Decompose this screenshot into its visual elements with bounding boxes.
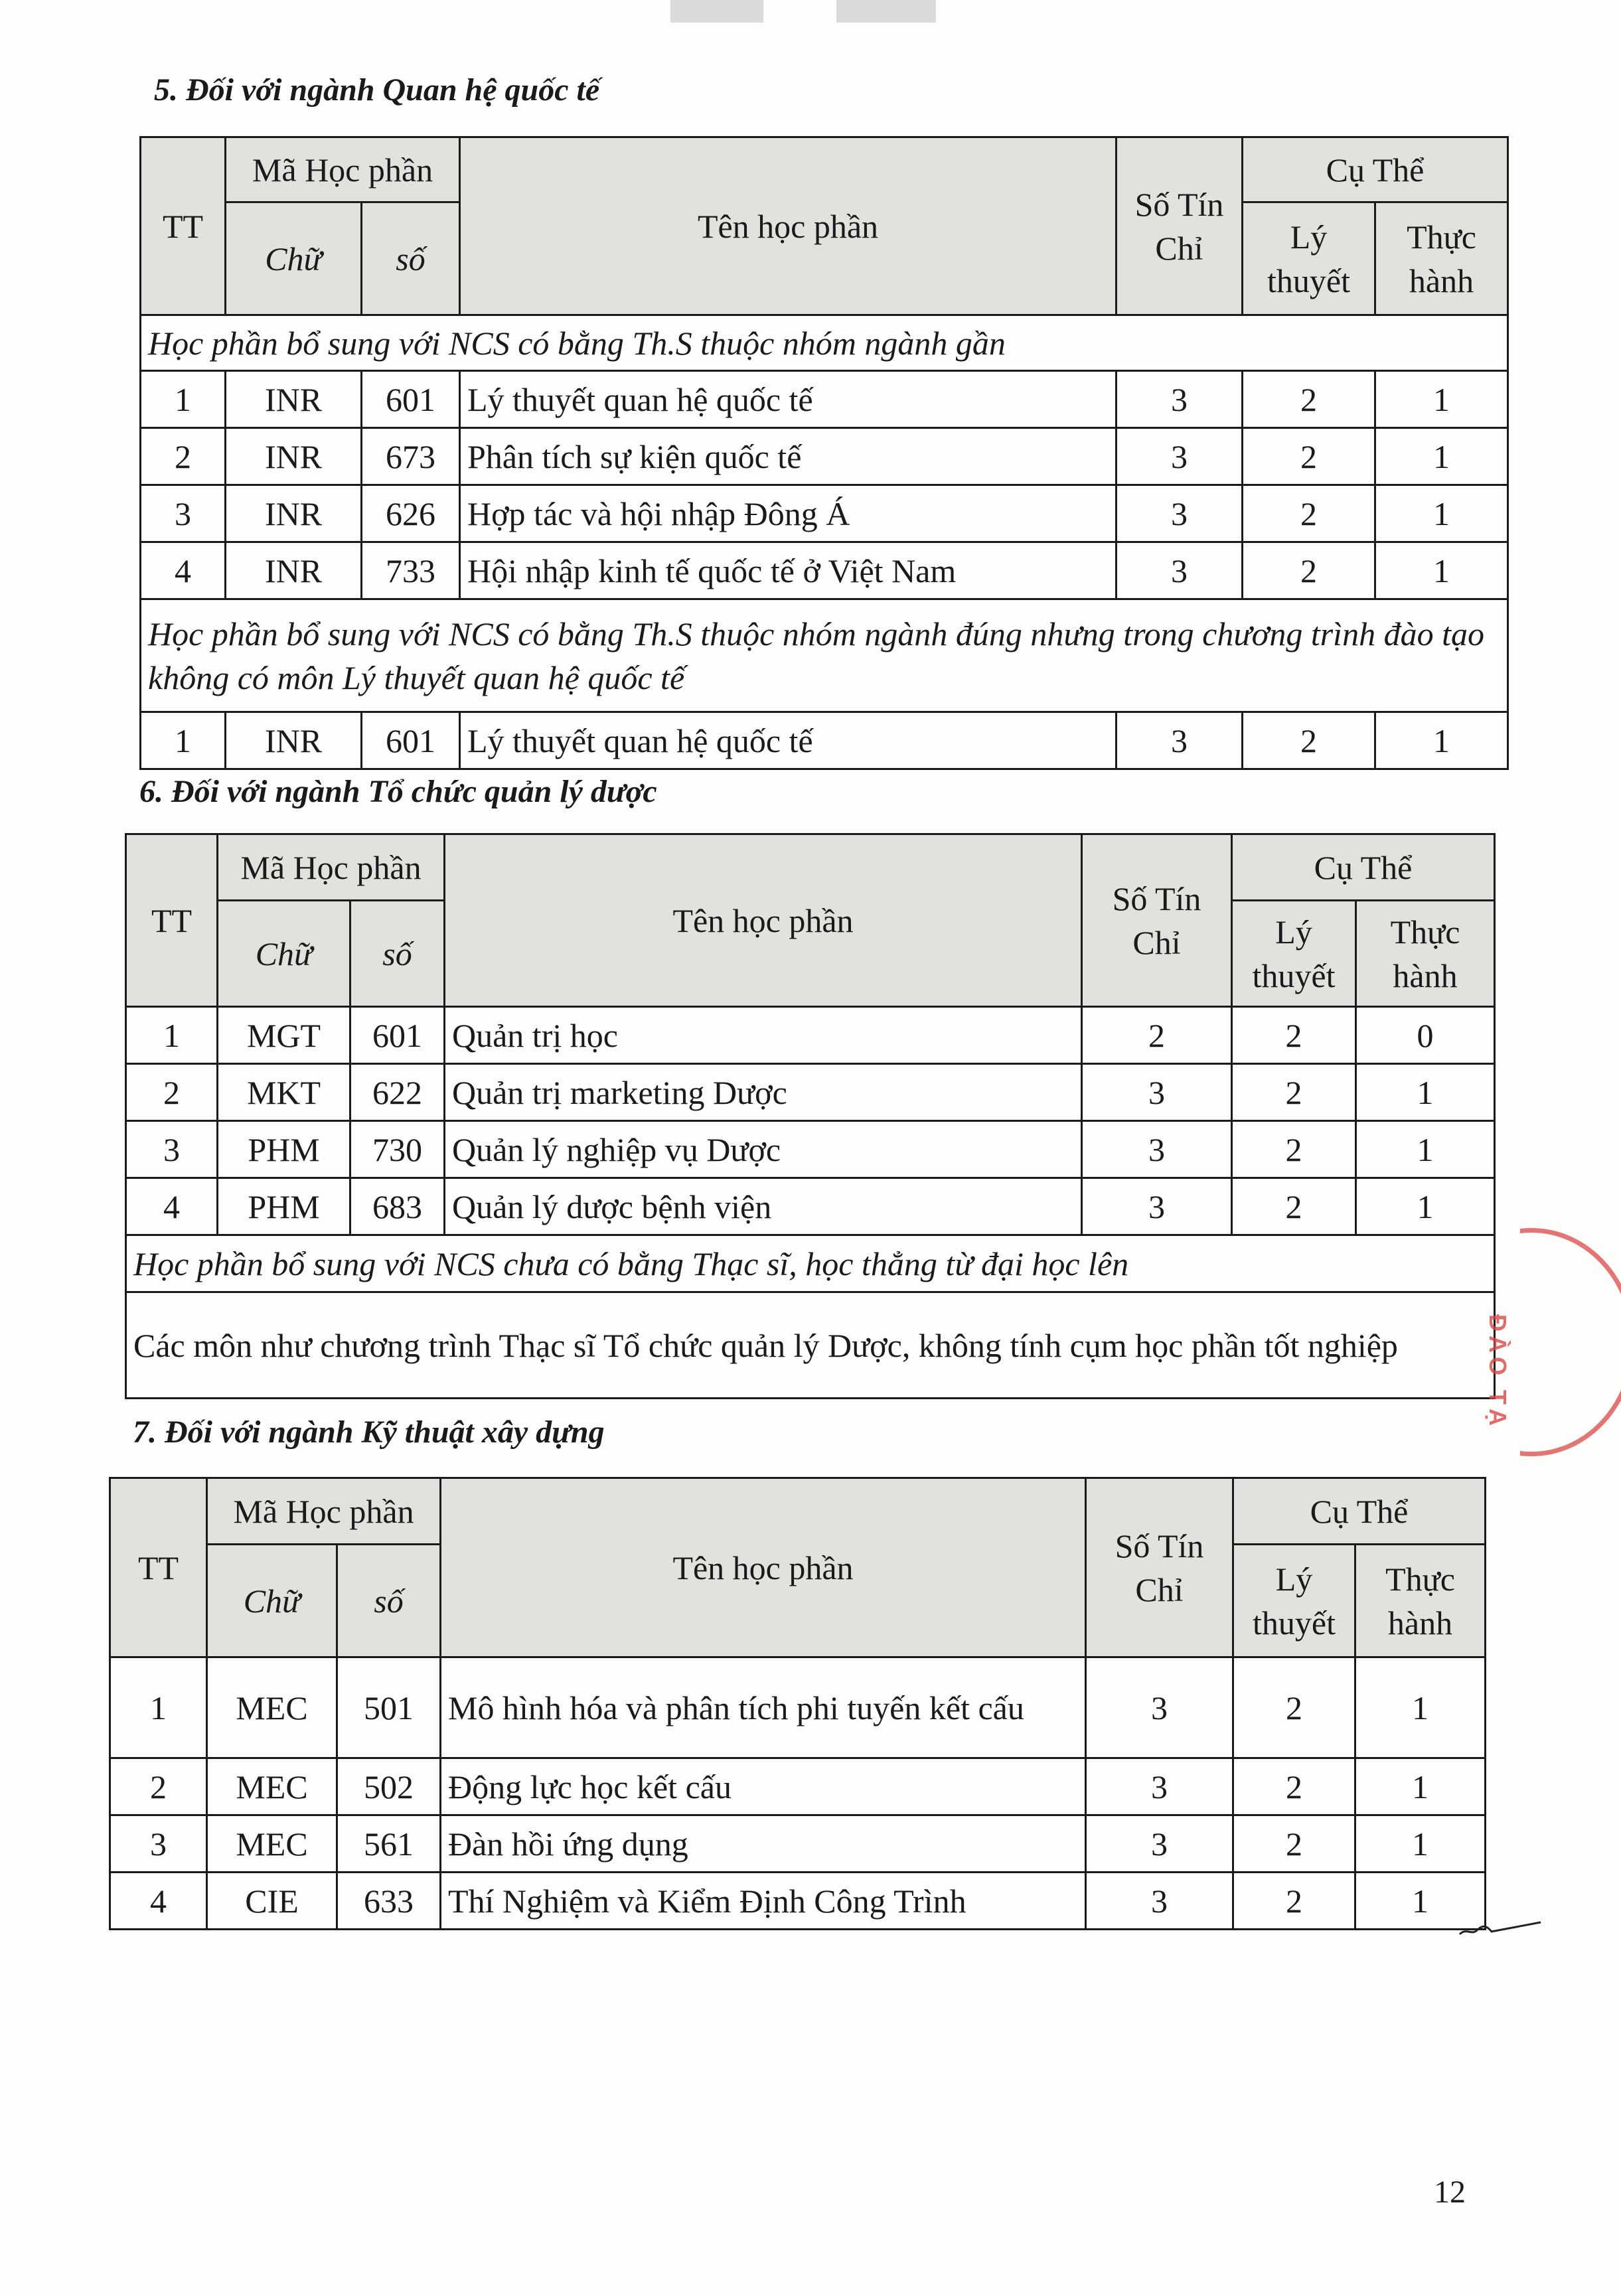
cell-number: 601 [362, 712, 460, 769]
cell-name: Mô hình hóa và phân tích phi tuyến kết cấu [441, 1657, 1086, 1758]
cell-practice: 1 [1355, 1873, 1486, 1930]
cell-tt: 2 [110, 1758, 207, 1815]
cell-theory: 2 [1243, 371, 1375, 428]
cell-credits: 3 [1082, 1178, 1232, 1235]
cell-letters: MGT [218, 1007, 350, 1064]
cell-credits: 3 [1117, 428, 1243, 485]
scan-mark-left [670, 0, 763, 23]
table-row [141, 428, 1508, 485]
header-code-letters: Chữ [207, 1545, 337, 1657]
cell-tt: 2 [126, 1064, 218, 1121]
cell-practice: 1 [1375, 428, 1508, 485]
scan-mark-right [836, 0, 936, 23]
section-7-title: 7. Đối với ngành Kỹ thuật xây dựng [133, 1415, 605, 1450]
header-credits: Số Tín Chỉ [1117, 137, 1243, 315]
cell-theory: 2 [1233, 1873, 1355, 1930]
header-detail: Cụ Thể [1232, 834, 1495, 901]
cell-letters: INR [226, 371, 362, 428]
cell-theory: 2 [1243, 712, 1375, 769]
stamp-text: ĐÀO TẠ [1484, 1314, 1511, 1430]
cell-letters: INR [226, 542, 362, 599]
section-7-table [109, 1477, 1486, 1930]
header-theory: Lý thuyết [1233, 1545, 1355, 1657]
cell-letters: MEC [207, 1657, 337, 1758]
table-row [126, 1121, 1495, 1178]
table-row [141, 371, 1508, 428]
cell-number: 633 [337, 1873, 441, 1930]
header-code-number: số [350, 901, 445, 1007]
cell-name: Quản trị học [445, 1007, 1082, 1064]
cell-practice: 1 [1356, 1178, 1495, 1235]
header-detail: Cụ Thể [1243, 137, 1508, 202]
cell-tt: 1 [141, 371, 226, 428]
cell-credits: 3 [1082, 1121, 1232, 1178]
cell-practice: 1 [1375, 712, 1508, 769]
cell-theory: 2 [1232, 1007, 1356, 1064]
cell-number: 683 [350, 1178, 445, 1235]
header-theory: Lý thuyết [1232, 901, 1356, 1007]
cell-name: Thí Nghiệm và Kiểm Định Công Trình [441, 1873, 1086, 1930]
cell-credits: 3 [1117, 485, 1243, 542]
section-5-title: 5. Đối với ngành Quan hệ quốc tế [154, 72, 600, 108]
cell-credits: 3 [1086, 1815, 1233, 1873]
signature-mark [1457, 1918, 1543, 1938]
cell-theory: 2 [1233, 1657, 1355, 1758]
cell-theory: 2 [1232, 1064, 1356, 1121]
cell-name: Hội nhập kinh tế quốc tế ở Việt Nam [460, 542, 1117, 599]
cell-theory: 2 [1233, 1815, 1355, 1873]
cell-theory: 2 [1232, 1121, 1356, 1178]
cell-practice: 1 [1375, 371, 1508, 428]
table-row [141, 542, 1508, 599]
cell-number: 626 [362, 485, 460, 542]
cell-name: Lý thuyết quan hệ quốc tế [460, 712, 1117, 769]
header-detail: Cụ Thể [1233, 1478, 1486, 1545]
cell-tt: 4 [126, 1178, 218, 1235]
cell-tt: 1 [141, 712, 226, 769]
cell-credits: 3 [1117, 371, 1243, 428]
section-6-table [125, 833, 1496, 1399]
cell-number: 730 [350, 1121, 445, 1178]
cell-name: Quản trị marketing Dược [445, 1064, 1082, 1121]
cell-credits: 3 [1117, 542, 1243, 599]
cell-number: 673 [362, 428, 460, 485]
cell-number: 501 [337, 1657, 441, 1758]
table-row [141, 485, 1508, 542]
cell-name: Đàn hồi ứng dụng [441, 1815, 1086, 1873]
cell-number: 601 [362, 371, 460, 428]
header-practice: Thực hành [1375, 202, 1508, 315]
cell-practice: 1 [1355, 1758, 1486, 1815]
table-row [110, 1657, 1486, 1758]
cell-tt: 2 [141, 428, 226, 485]
table-row [110, 1815, 1486, 1873]
header-code-group: Mã Học phần [226, 137, 460, 202]
section-5-table [139, 136, 1509, 770]
cell-practice: 1 [1356, 1064, 1495, 1121]
cell-name: Lý thuyết quan hệ quốc tế [460, 371, 1117, 428]
cell-letters: PHM [218, 1121, 350, 1178]
header-code-group: Mã Học phần [218, 834, 445, 901]
cell-theory: 2 [1243, 485, 1375, 542]
header-code-letters: Chữ [218, 901, 350, 1007]
header-code-group: Mã Học phần [207, 1478, 441, 1545]
cell-letters: MEC [207, 1758, 337, 1815]
cell-credits: 3 [1117, 712, 1243, 769]
cell-credits: 3 [1082, 1064, 1232, 1121]
cell-credits: 3 [1086, 1758, 1233, 1815]
table-row [126, 1178, 1495, 1235]
cell-tt: 4 [110, 1873, 207, 1930]
table-row [110, 1758, 1486, 1815]
cell-tt: 1 [110, 1657, 207, 1758]
cell-theory: 2 [1243, 428, 1375, 485]
header-code-number: số [337, 1545, 441, 1657]
cell-theory: 2 [1233, 1758, 1355, 1815]
header-tt: TT [126, 834, 218, 1007]
cell-name: Quản lý nghiệp vụ Dược [445, 1121, 1082, 1178]
cell-letters: MEC [207, 1815, 337, 1873]
cell-practice: 0 [1356, 1007, 1495, 1064]
cell-practice: 1 [1375, 485, 1508, 542]
header-course-name: Tên học phần [445, 834, 1082, 1007]
group-note: Học phần bổ sung với NCS có bằng Th.S thuộc nhóm ngành đúng nhưng trong chương trình đào tạo không có môn Lý thuyết quan hệ quốc tế [141, 599, 1508, 712]
cell-credits: 3 [1086, 1657, 1233, 1758]
cell-practice: 1 [1375, 542, 1508, 599]
header-tt: TT [141, 137, 226, 315]
cell-letters: INR [226, 485, 362, 542]
cell-credits: 2 [1082, 1007, 1232, 1064]
cell-number: 601 [350, 1007, 445, 1064]
header-practice: Thực hành [1355, 1545, 1486, 1657]
note-body: Các môn như chương trình Thạc sĩ Tổ chức quản lý Dược, không tính cụm học phần tốt nghiệp [126, 1292, 1495, 1399]
cell-tt: 3 [141, 485, 226, 542]
cell-tt: 4 [141, 542, 226, 599]
cell-theory: 2 [1232, 1178, 1356, 1235]
header-course-name: Tên học phần [460, 137, 1117, 315]
cell-practice: 1 [1355, 1657, 1486, 1758]
cell-letters: PHM [218, 1178, 350, 1235]
cell-theory: 2 [1243, 542, 1375, 599]
cell-number: 733 [362, 542, 460, 599]
cell-number: 502 [337, 1758, 441, 1815]
header-course-name: Tên học phần [441, 1478, 1086, 1657]
header-practice: Thực hành [1356, 901, 1495, 1007]
cell-practice: 1 [1356, 1121, 1495, 1178]
cell-letters: INR [226, 428, 362, 485]
cell-name: Phân tích sự kiện quốc tế [460, 428, 1117, 485]
header-code-number: số [362, 202, 460, 315]
group-note: Học phần bổ sung với NCS chưa có bằng Thạc sĩ, học thẳng từ đại học lên [126, 1235, 1495, 1292]
table-row [126, 1064, 1495, 1121]
cell-credits: 3 [1086, 1873, 1233, 1930]
table-row [126, 1007, 1495, 1064]
table-row [141, 712, 1508, 769]
cell-letters: INR [226, 712, 362, 769]
header-theory: Lý thuyết [1243, 202, 1375, 315]
cell-name: Động lực học kết cấu [441, 1758, 1086, 1815]
cell-number: 561 [337, 1815, 441, 1873]
group-note: Học phần bổ sung với NCS có bằng Th.S thuộc nhóm ngành gần [141, 315, 1508, 371]
cell-tt: 3 [126, 1121, 218, 1178]
cell-tt: 1 [126, 1007, 218, 1064]
header-tt: TT [110, 1478, 207, 1657]
header-credits: Số Tín Chỉ [1082, 834, 1232, 1007]
header-credits: Số Tín Chỉ [1086, 1478, 1233, 1657]
header-code-letters: Chữ [226, 202, 362, 315]
section-6-title: 6. Đối với ngành Tổ chức quản lý dược [139, 774, 657, 809]
table-row [110, 1873, 1486, 1930]
cell-name: Quản lý dược bệnh viện [445, 1178, 1082, 1235]
cell-practice: 1 [1355, 1815, 1486, 1873]
cell-letters: CIE [207, 1873, 337, 1930]
cell-letters: MKT [218, 1064, 350, 1121]
cell-number: 622 [350, 1064, 445, 1121]
cell-name: Hợp tác và hội nhập Đông Á [460, 485, 1117, 542]
cell-tt: 3 [110, 1815, 207, 1873]
page-number: 12 [1434, 2175, 1466, 2210]
